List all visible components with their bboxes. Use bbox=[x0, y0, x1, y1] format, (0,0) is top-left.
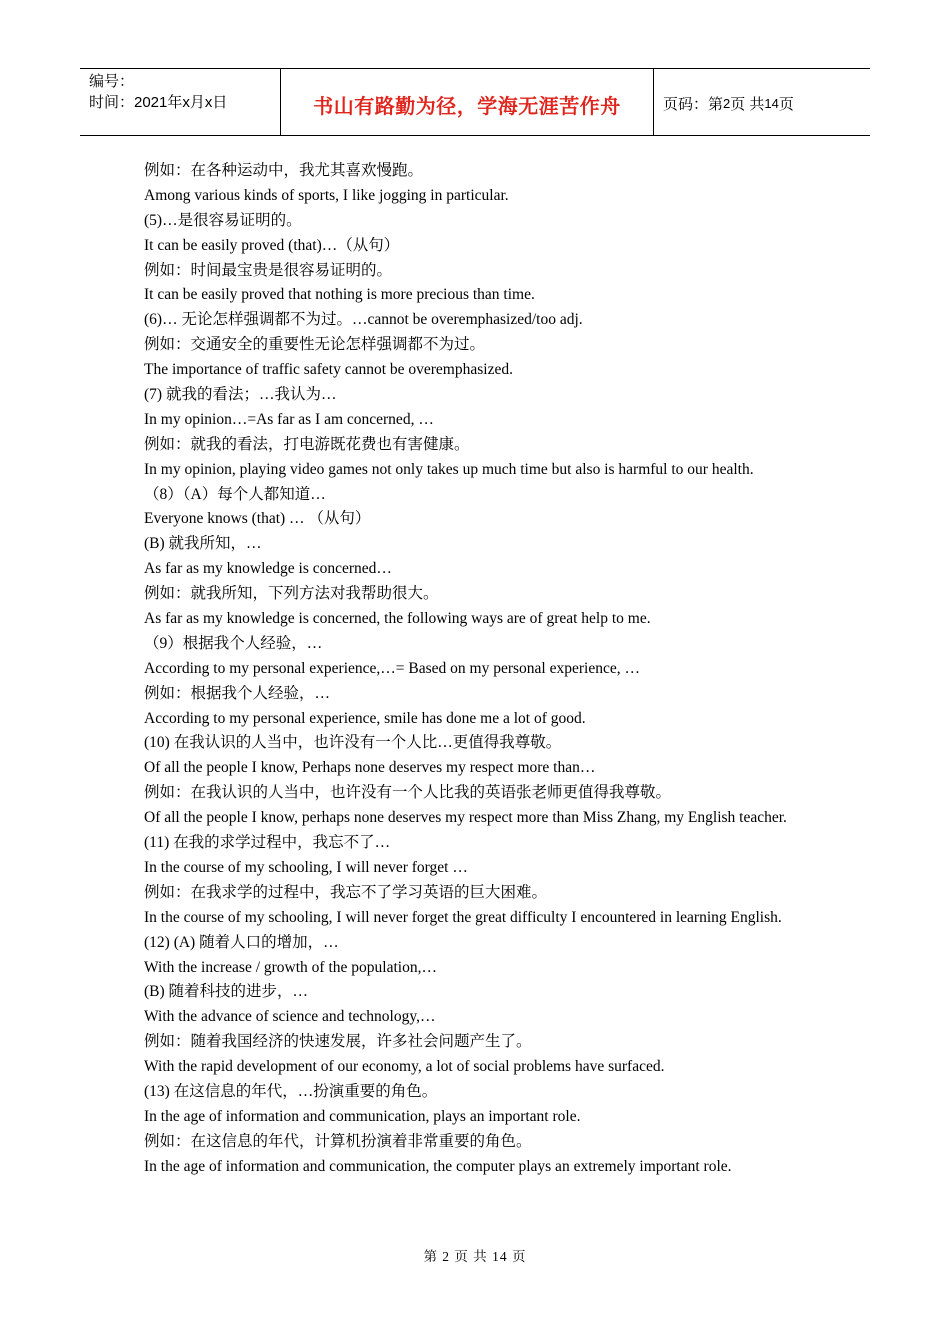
text-line: As far as my knowledge is concerned, the following ways are of great help to me. bbox=[144, 610, 651, 628]
text-line: According to my personal experience, smile has done me a lot of good. bbox=[144, 709, 586, 727]
text-line: In the age of information and communication, the computer plays an extremely important role. bbox=[144, 1157, 732, 1175]
text-line: In my opinion, playing video games not only takes up much time but also is harmful to our health. bbox=[144, 460, 754, 478]
header-meta-cell bbox=[80, 69, 281, 135]
text-line: 例如：交通安全的重要性无论怎样强调都不为过。 bbox=[144, 336, 486, 354]
text-line: In the course of my schooling, I will never forget the great difficulty I encountered in learning English. bbox=[144, 908, 782, 926]
text-line: 例如：随着我国经济的快速发展，许多社会问题产生了。 bbox=[144, 1033, 532, 1051]
page-label-mid: 页 共 bbox=[730, 96, 765, 113]
page-label: 页码：第 bbox=[663, 96, 724, 113]
text-line: (10) 在我认识的人当中，也许没有一个人比…更值得我尊敬。 bbox=[144, 734, 562, 752]
text-line: It can be easily proved that nothing is more precious than time. bbox=[144, 286, 535, 304]
text-line: 例如：在这信息的年代，计算机扮演着非常重要的角色。 bbox=[144, 1132, 532, 1150]
text-line: 例如：在我求学的过程中，我忘不了学习英语的巨大困难。 bbox=[144, 883, 548, 901]
text-line: With the advance of science and technology,… bbox=[144, 1008, 436, 1026]
text-line: (12) (A) 随着人口的增加，… bbox=[144, 933, 339, 951]
page-label-end: 页 bbox=[778, 96, 794, 113]
text-line: It can be easily proved (that)…（从句） bbox=[144, 236, 400, 254]
header-page-cell bbox=[654, 69, 870, 135]
text-line: Everyone knows (that) … （从句） bbox=[144, 510, 371, 528]
text-line: 例如：就我的看法，打电游既花费也有害健康。 bbox=[144, 435, 470, 453]
text-line: 例如：根据我个人经验，… bbox=[144, 684, 331, 702]
document-body bbox=[144, 159, 805, 1180]
text-line: Of all the people I know, Perhaps none deserves my respect more than… bbox=[144, 759, 596, 777]
text-line: With the rapid development of our economy, a lot of social problems have surfaced. bbox=[144, 1058, 665, 1076]
serial-number-label: 编号： bbox=[89, 73, 135, 90]
text-line: In the age of information and communication, plays an important role. bbox=[144, 1107, 581, 1125]
text-line: 例如：在各种运动中，我尤其喜欢慢跑。 bbox=[144, 162, 424, 179]
text-line: 例如：时间最宝贵是很容易证明的。 bbox=[144, 261, 393, 279]
text-line: (6)… 无论怎样强调都不为过。…cannot be overemphasized/too adj. bbox=[144, 311, 583, 329]
text-line: （9）根据我个人经验，… bbox=[144, 634, 323, 652]
motto-text: 书山有路勤为径，学海无涯苦作舟 bbox=[313, 93, 621, 118]
text-line: The importance of traffic safety cannot be overemphasized. bbox=[144, 361, 513, 379]
text-line: In my opinion…=As far as I am concerned, … bbox=[144, 410, 434, 428]
date-line: 时间：2021年x月x日 bbox=[89, 94, 228, 111]
text-line: In the course of my schooling, I will never forget … bbox=[144, 858, 468, 876]
page-total: 14 bbox=[764, 96, 779, 111]
page-header bbox=[80, 68, 870, 136]
text-line: Of all the people I know, perhaps none deserves my respect more than Miss Zhang, my English teacher. bbox=[144, 809, 787, 827]
text-line: According to my personal experience,…= Based on my personal experience, … bbox=[144, 659, 640, 677]
text-line: (B) 就我所知，… bbox=[144, 535, 262, 553]
text-line: As far as my knowledge is concerned… bbox=[144, 560, 392, 578]
text-line: (11) 在我的求学过程中，我忘不了… bbox=[144, 834, 391, 852]
text-line: With the increase / growth of the population,… bbox=[144, 958, 437, 976]
page-number: 2 bbox=[723, 96, 731, 111]
text-line: (5)…是很容易证明的。 bbox=[144, 211, 302, 229]
text-line: 例如：就我所知，下列方法对我帮助很大。 bbox=[144, 585, 439, 603]
text-line: 例如：在我认识的人当中，也许没有一个人比我的英语张老师更值得我尊敬。 bbox=[144, 784, 672, 802]
text-line: （8）（A）每个人都知道… bbox=[144, 485, 326, 503]
page-footer: 第 2 页 共 14 页 bbox=[423, 1249, 527, 1264]
text-line: (13) 在这信息的年代，…扮演重要的角色。 bbox=[144, 1082, 438, 1100]
header-motto-cell bbox=[281, 69, 654, 135]
text-line: (B) 随着科技的进步，… bbox=[144, 983, 309, 1001]
text-line: (7) 就我的看法；…我认为… bbox=[144, 386, 337, 404]
text-line: Among various kinds of sports, I like jogging in particular. bbox=[144, 186, 509, 204]
